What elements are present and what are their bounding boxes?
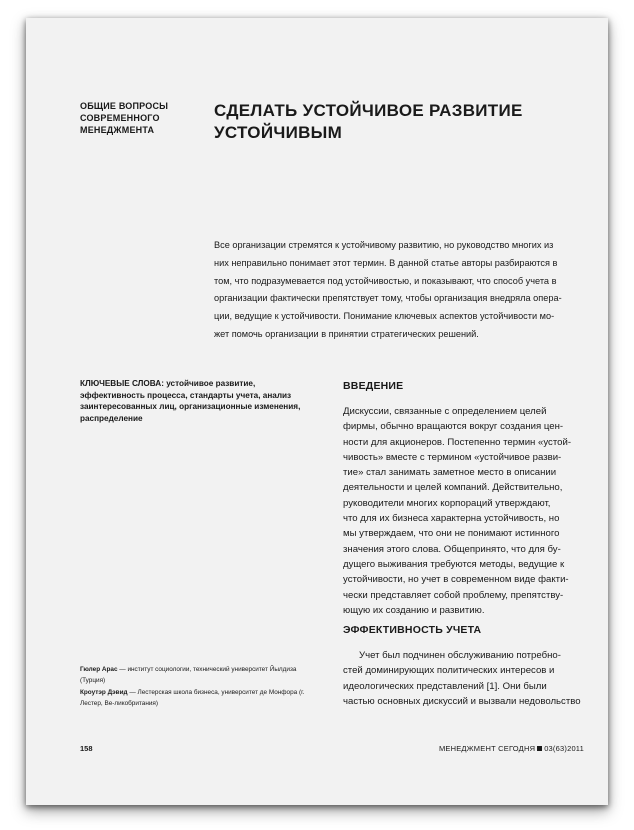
body-line: ности для акционеров. Постепенно термин «устой-	[343, 436, 572, 448]
author-note	[80, 688, 320, 709]
body-line: дущего выживания требуются методы, ведущие к	[343, 558, 565, 570]
body-line: деятельности и целей компаний. Действительно,	[343, 482, 563, 494]
body-line: чески представляет собой проблему, препятству-	[343, 589, 564, 601]
lede-line: ции, ведущие к устойчивости. Понимание ключевых аспектов устойчивости мо-	[214, 311, 555, 322]
body-line: что для их бизнеса характерна устойчивость, но	[343, 513, 560, 525]
body-line: идеологических представлений [1]. Они были	[343, 680, 547, 692]
lede-line: организации фактически препятствует тому, чтобы организация внедряла опера-	[214, 293, 562, 304]
accounting-heading: ЭФФЕКТИВНОСТЬ УЧЕТА	[343, 624, 482, 636]
body-line: руководители многих корпораций утверждают,	[343, 497, 551, 509]
lede-line: жет помочь организации в принятии стратегических решений.	[214, 328, 479, 339]
square-bullet-icon	[537, 746, 542, 751]
lede-line: том, что подразумевается под устойчивостью, и показывают, что способ учета в	[214, 275, 557, 286]
body-line: ющую их созданию и развитию.	[343, 604, 485, 616]
accounting-body	[343, 648, 588, 709]
author-note	[80, 665, 320, 686]
issue-number: 03(63)2011	[544, 744, 584, 753]
body-line: фирмы, обычно вращаются вокруг создания цен-	[343, 421, 564, 433]
magazine-footer	[439, 744, 584, 753]
body-line: значения этого слова. Общепринято, что для бу-	[343, 543, 561, 555]
intro-body	[343, 404, 588, 618]
body-line: тие» стал занимать заметное место в описании	[343, 467, 557, 479]
body-line: устойчивости, но учет в современном виде факти-	[343, 574, 569, 586]
author-affiliation: — Лестерская школа бизнеса, университет де Монфора (г. Лестер, Ве-ликобритания)	[80, 689, 305, 707]
lede-paragraph	[214, 237, 584, 344]
article-title: СДЕЛАТЬ УСТОЙЧИВОЕ РАЗВИТИЕ УСТОЙЧИВЫМ	[214, 101, 523, 142]
keywords: КЛЮЧЕВЫЕ СЛОВА: устойчивое развитие, эффективность процесса, стандарты учета, анализ заинтересованных лиц, организационные изменения, распределение	[80, 379, 301, 423]
author-name: Гюлер Арас	[80, 666, 118, 673]
body-line: Учет был подчинен обслуживанию потребно-	[359, 650, 561, 661]
body-line: мы утверждаем, что они не понимают истинного	[343, 528, 560, 540]
body-line: стей доминирующих политических интересов и	[343, 665, 555, 677]
author-affiliation: — институт социологии, технический университет Йылдиза (Турция)	[80, 666, 297, 684]
body-line: чивость» вместе с термином «устойчивое разви-	[343, 451, 562, 463]
body-line: Дискуссии, связанные с определением целей	[343, 406, 547, 417]
magazine-name: МЕНЕДЖМЕНТ СЕГОДНЯ	[438, 744, 536, 753]
body-line: частью основных дискуссий и вызвали недовольство	[343, 695, 581, 707]
author-name: Кроутэр Дэвид	[80, 689, 128, 696]
page-number: 158	[80, 744, 93, 753]
lede-line: Все организации стремятся к устойчивому развитию, но руководство многих из	[214, 240, 554, 250]
intro-heading: ВВЕДЕНИЕ	[343, 380, 404, 392]
lede-line: них неправильно понимает этот термин. В данной статье авторы разбираются в	[214, 257, 558, 268]
section-label: ОБЩИЕ ВОПРОСЫ СОВРЕМЕННОГО МЕНЕДЖМЕНТА	[80, 101, 169, 135]
